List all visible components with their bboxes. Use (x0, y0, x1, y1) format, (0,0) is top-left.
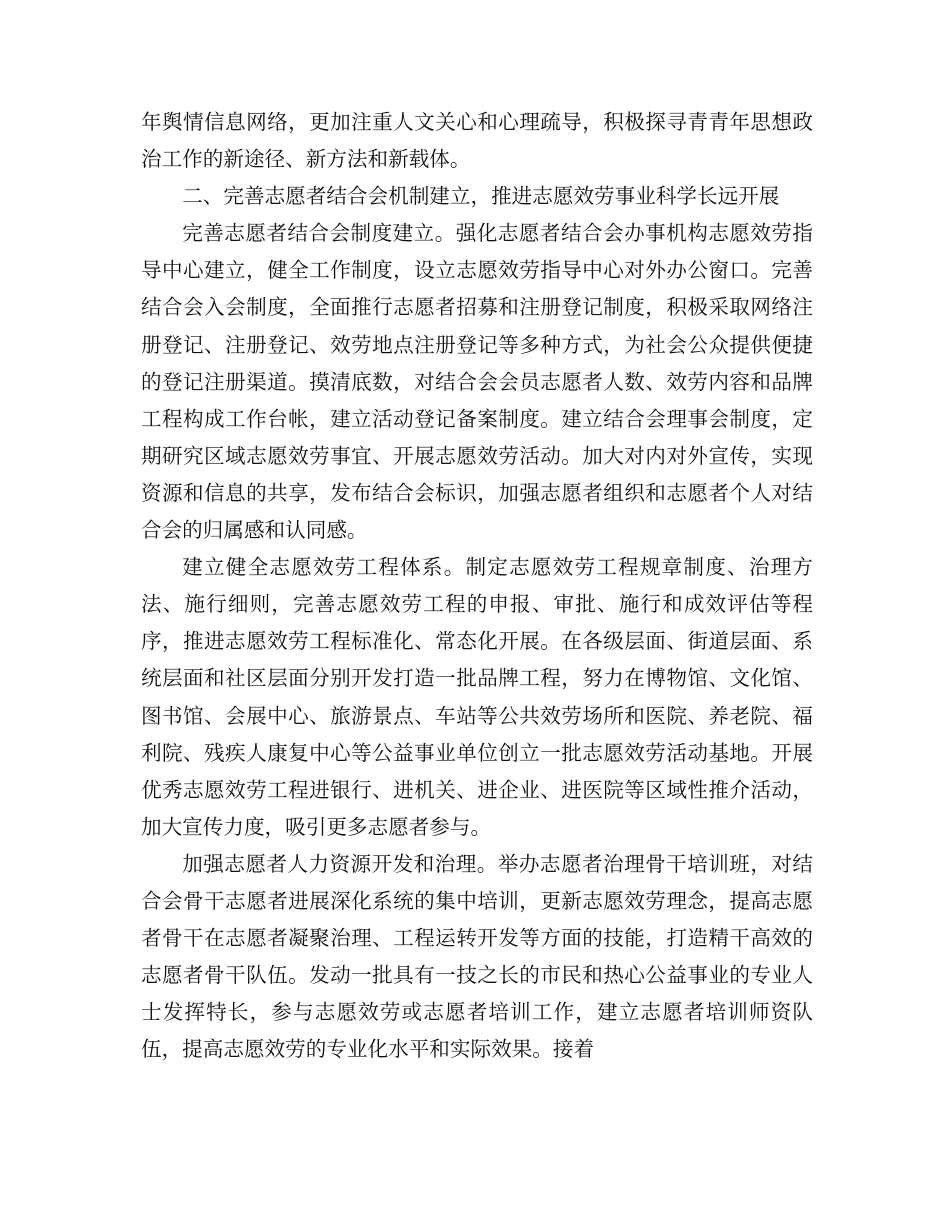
paragraph-continuation: 年舆情信息网络，更加注重人文关心和心理疏导，积极探寻青青年思想政治工作的新途径、新方法和新载体。 (141, 110, 813, 172)
section-heading: 二、完善志愿者结合会机制建立，推进志愿效劳事业科学长远开展 (182, 184, 780, 209)
paragraph-project-system: 建立健全志愿效劳工程体系。制定志愿效劳工程规章制度、治理方法、施行细则，完善志愿效劳工程的申报、审批、施行和成效评估等程序，推进志愿效劳工程标准化、常态化开展。在各级层面、街道层面、系统层面和社区层面分别开发打造一批品牌工程，努力在博物馆、文化馆、图书馆、会展中心、旅游景点、车站等公共效劳场所和医院、养老院、福利院、残疾人康复中心等公益事业单位创立一批志愿效劳活动基地。开展优秀志愿效劳工程进银行、进机关、进企业、进医院等区域性推介活动，加大宣传力度，吸引更多志愿者参与。 (141, 555, 813, 839)
paragraph-human-resources: 加强志愿者人力资源开发和治理。举办志愿者治理骨干培训班，对结合会骨干志愿者进展深化系统的集中培训，更新志愿效劳理念，提高志愿者骨干在志愿者凝聚治理、工程运转开发等方面的技能，打造精干高效的志愿者骨干队伍。发动一批具有一技之长的市民和热心公益事业的专业人士发挥特长，参与志愿效劳或志愿者培训工作，建立志愿者培训师资队伍，提高志愿效劳的专业化水平和实际效果。接着 (141, 851, 813, 1062)
paragraph-association-system: 完善志愿者结合会制度建立。强化志愿者结合会办事机构志愿效劳指导中心建立，健全工作制度，设立志愿效劳指导中心对外办公窗口。完善结合会入会制度，全面推行志愿者招募和注册登记制度，积极采取网络注册登记、注册登记、效劳地点注册登记等多种方式，为社会公众提供便捷的登记注册渠道。摸清底数，对结合会会员志愿者人数、效劳内容和品牌工程构成工作台帐，建立活动登记备案制度。建立结合会理事会制度，定期研究区域志愿效劳事宜、开展志愿效劳活动。加大对内对外宣传，实现资源和信息的共享，发布结合会标识，加强志愿者组织和志愿者个人对结合会的归属感和认同感。 (141, 221, 813, 543)
document-page (141, 104, 813, 1068)
